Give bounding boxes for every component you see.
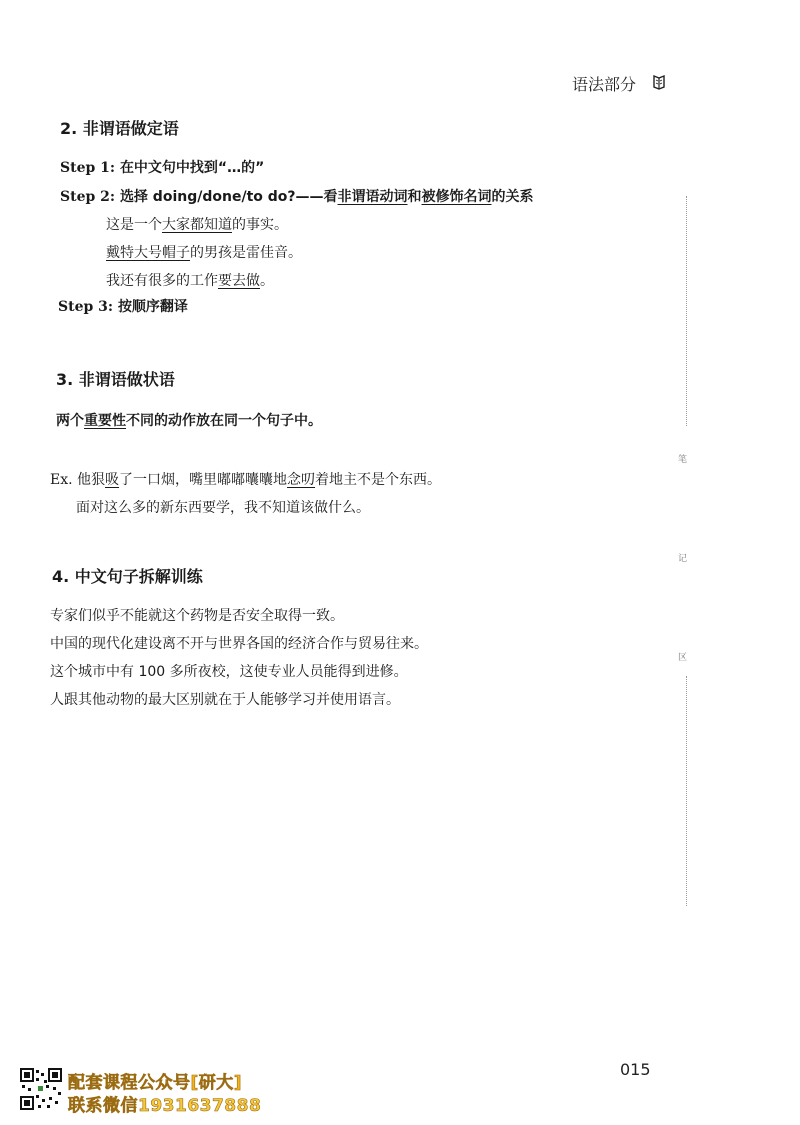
- example-3-underlined: 要去做: [218, 273, 260, 289]
- notes-label-3: 区: [678, 653, 688, 663]
- training-line-4: 人跟其他动物的最大区别就在于人能够学习并使用语言。: [50, 692, 400, 708]
- step-2-text-e: 的关系: [491, 189, 534, 205]
- step-2: [60, 186, 534, 206]
- book-icon: [652, 74, 666, 90]
- training-line-1: 专家们似乎不能就这个药物是否安全取得一致。: [50, 608, 344, 624]
- notes-divider-top: [686, 196, 687, 426]
- example-3: [106, 270, 274, 290]
- example-1-c: 的事实。: [232, 217, 288, 233]
- step-3: [58, 296, 188, 316]
- page-number: 015: [620, 1060, 651, 1079]
- example-2: [106, 242, 302, 262]
- step-2-modified-noun: 被修饰名词: [421, 189, 492, 205]
- ex1-underlined-2: 念叨: [287, 472, 316, 488]
- notes-label-2: 记: [678, 554, 688, 564]
- notes-divider-bottom: [686, 676, 687, 906]
- ex-label: Ex.: [50, 472, 73, 488]
- ex1-c: 了一口烟，嘴里嘟嘟囔囔地: [119, 472, 288, 488]
- header-title: 语法部分: [572, 75, 637, 94]
- watermark-line-2: 联系微信1931637888: [68, 1096, 262, 1116]
- step-3-text: 按顺序翻译: [117, 299, 188, 315]
- section-3-example-1: [50, 469, 441, 489]
- training-line-2: 中国的现代化建设离不开与世界各国的经济合作与贸易往来。: [50, 636, 428, 652]
- rule-c: 不同的动作放在同一个句子中。: [126, 413, 322, 429]
- step-1: [60, 157, 264, 177]
- step-2-text-c: 和: [407, 189, 422, 205]
- qr-code-icon: [20, 1068, 62, 1110]
- training-line-3: 这个城市中有 100 多所夜校，这使专业人员能得到进修。: [50, 664, 408, 680]
- step-1-label: Step 1:: [60, 160, 116, 176]
- example-1-underlined: 大家都知道: [162, 217, 232, 233]
- example-3-c: 。: [260, 273, 274, 289]
- step-2-label: Step 2:: [60, 189, 116, 205]
- step-2-text-a: 选择 doing/done/to do?——看: [119, 189, 338, 205]
- example-2-b: 的男孩是雷佳音。: [190, 245, 302, 261]
- section-3-heading: 3. 非谓语做状语: [56, 370, 175, 389]
- step-3-label: Step 3:: [58, 299, 114, 315]
- rule-a: 两个: [56, 413, 84, 429]
- example-1: [106, 214, 288, 234]
- section-3-example-2: 面对这么多的新东西要学，我不知道该做什么。: [76, 500, 370, 516]
- watermark-line-1: 配套课程公众号[研大]: [68, 1073, 243, 1093]
- example-3-a: 我还有很多的工作: [106, 273, 218, 289]
- ex1-underlined-1: 吸: [105, 472, 120, 488]
- rule-underlined: 重要性: [84, 413, 126, 429]
- ex1-e: 着地主不是个东西。: [315, 472, 442, 488]
- section-3-rule: [56, 410, 322, 430]
- ex1-a: 他狠: [77, 472, 106, 488]
- example-2-underlined: 戴特大号帽子: [106, 245, 190, 261]
- section-2-heading: 2. 非谓语做定语: [60, 119, 179, 138]
- step-1-text: 在中文句中找到“…的”: [119, 160, 265, 176]
- notes-label-1: 笔: [678, 455, 688, 465]
- example-1-a: 这是一个: [106, 217, 162, 233]
- step-2-non-predicate: 非谓语动词: [337, 189, 408, 205]
- section-4-heading: 4. 中文句子拆解训练: [52, 567, 203, 586]
